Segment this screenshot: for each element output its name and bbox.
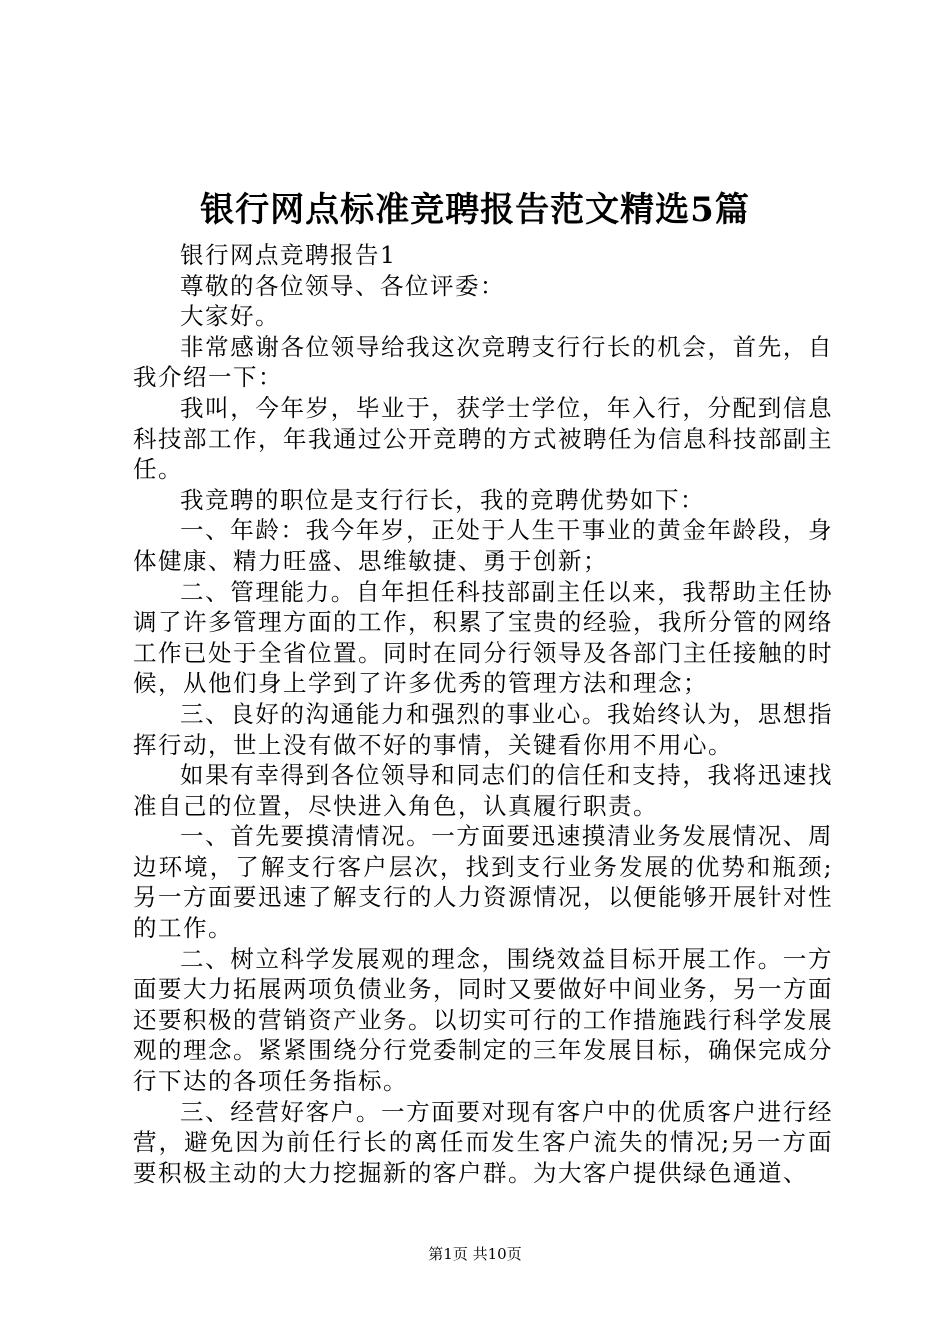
paragraph: 非常感谢各位领导给我这次竞聘支行行长的机会，首先，自我介绍一下： — [133, 332, 833, 392]
paragraph: 我竞聘的职位是支行行长，我的竞聘优势如下： — [180, 485, 705, 514]
paragraph: 二、管理能力。自年担任科技部副主任以来，我帮助主任协调了许多管理方面的工作，积累了宝贵的经验，我所分管的网络工作已处于全省位置。同时在同分行领导及各部门主任接触的时候，从他们身上学到了许多优秀的管理方法和理念； — [133, 577, 833, 698]
paragraph: 银行网点竞聘报告1 — [180, 241, 397, 269]
document-title: 银行网点标准竞聘报告范文精选5篇 — [200, 190, 750, 230]
paragraph: 一、年龄：我今年岁，正处于人生干事业的黄金年龄段，身体健康、精力旺盛、思维敏捷、勇于创新； — [133, 516, 833, 575]
paragraph: 如果有幸得到各位领导和同志们的信任和支持，我将迅速找准自己的位置，尽快进入角色，认真履行职责。 — [133, 761, 833, 820]
paragraph: 尊敬的各位领导、各位评委： — [180, 271, 505, 300]
paragraph: 三、良好的沟通能力和强烈的事业心。我始终认为，思想指挥行动，世上没有做不好的事情，关键看你用不用心。 — [133, 699, 833, 759]
document-body — [133, 240, 833, 1188]
paragraph: 我叫，今年岁，毕业于，获学士学位，年入行，分配到信息科技部工作，年我通过公开竞聘的方式被聘任为信息科技部副主任。 — [133, 393, 833, 484]
paragraph: 二、树立科学发展观的理念，围绕效益目标开展工作。一方面要大力拓展两项负债业务，同时又要做好中间业务，另一方面还要积极的营销资产业务。以切实可行的工作措施践行科学发展观的理念。紧紧围绕分行党委制定的三年发展目标，确保完成分行下达的各项任务指标。 — [133, 944, 833, 1096]
page-number-footer: 第1页 共10页 — [428, 1245, 522, 1263]
paragraph: 一、首先要摸清情况。一方面要迅速摸清业务发展情况、周边环境，了解支行客户层次，找到支行业务发展的优势和瓶颈;另一方面要迅速了解支行的人力资源情况，以便能够开展针对性的工作。 — [133, 822, 833, 943]
paragraph: 三、经营好客户。一方面要对现有客户中的优质客户进行经营，避免因为前任行长的离任而发生客户流失的情况;另一方面要积极主动的大力挖掘新的客户群。为大客户提供绿色通道、 — [133, 1097, 833, 1187]
paragraph: 大家好。 — [180, 302, 280, 331]
